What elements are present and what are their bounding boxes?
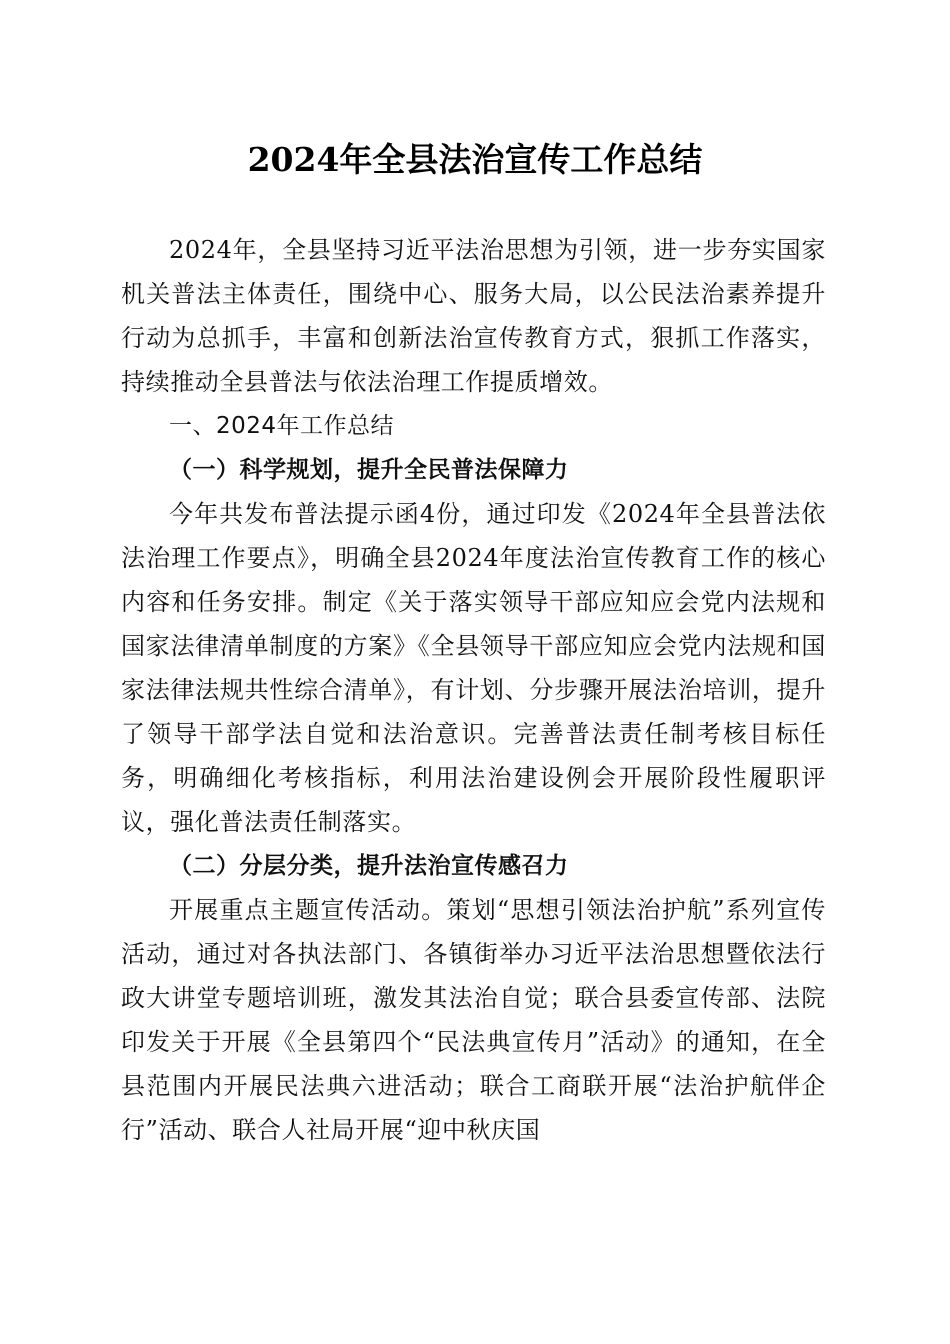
document-body: [121, 228, 826, 1152]
intro-paragraph: 2024年，全县坚持习近平法治思想为引领，进一步夯实国家机关普法主体责任，围绕中心、服务大局，以公民法治素养提升行动为总抓手，丰富和创新法治宣传教育方式，狠抓工作落实，持续推动全县普法与依法治理工作提质增效。: [121, 236, 826, 396]
subsection-paragraph-2: 开展重点主题宣传活动。策划“思想引领法治护航”系列宣传活动，通过对各执法部门、各镇街举办习近平法治思想暨依法行政大讲堂专题培训班，激发其法治自觉；联合县委宣传部、法院印发关于开展《全县第四个“民法典宣传月”活动》的通知，在全县范围内开展民法典六进活动；联合工商联开展“法治护航伴企行”活动、联合人社局开展“迎中秋庆国: [121, 896, 826, 1144]
subsection-heading-2: （二）分层分类，提升法治宣传感召力: [169, 853, 569, 879]
section-heading-1: 一、2024年工作总结: [169, 413, 395, 439]
subsection-paragraph-1: 今年共发布普法提示函4份，通过印发《2024年全县普法依法治理工作要点》，明确全县2024年度法治宣传教育工作的核心内容和任务安排。制定《关于落实领导干部应知应会党内法规和国家法律清单制度的方案》《全县领导干部应知应会党内法规和国家法律法规共性综合清单》，有计划、分步骤开展法治培训，提升了领导干部学法自觉和法治意识。完善普法责任制考核目标任务，明确细化考核指标，利用法治建设例会开展阶段性履职评议，强化普法责任制落实。: [121, 500, 826, 836]
subsection-heading-1: （一）科学规划，提升全民普法保障力: [169, 457, 569, 483]
document-title: 2024年全县法治宣传工作总结: [247, 140, 703, 179]
